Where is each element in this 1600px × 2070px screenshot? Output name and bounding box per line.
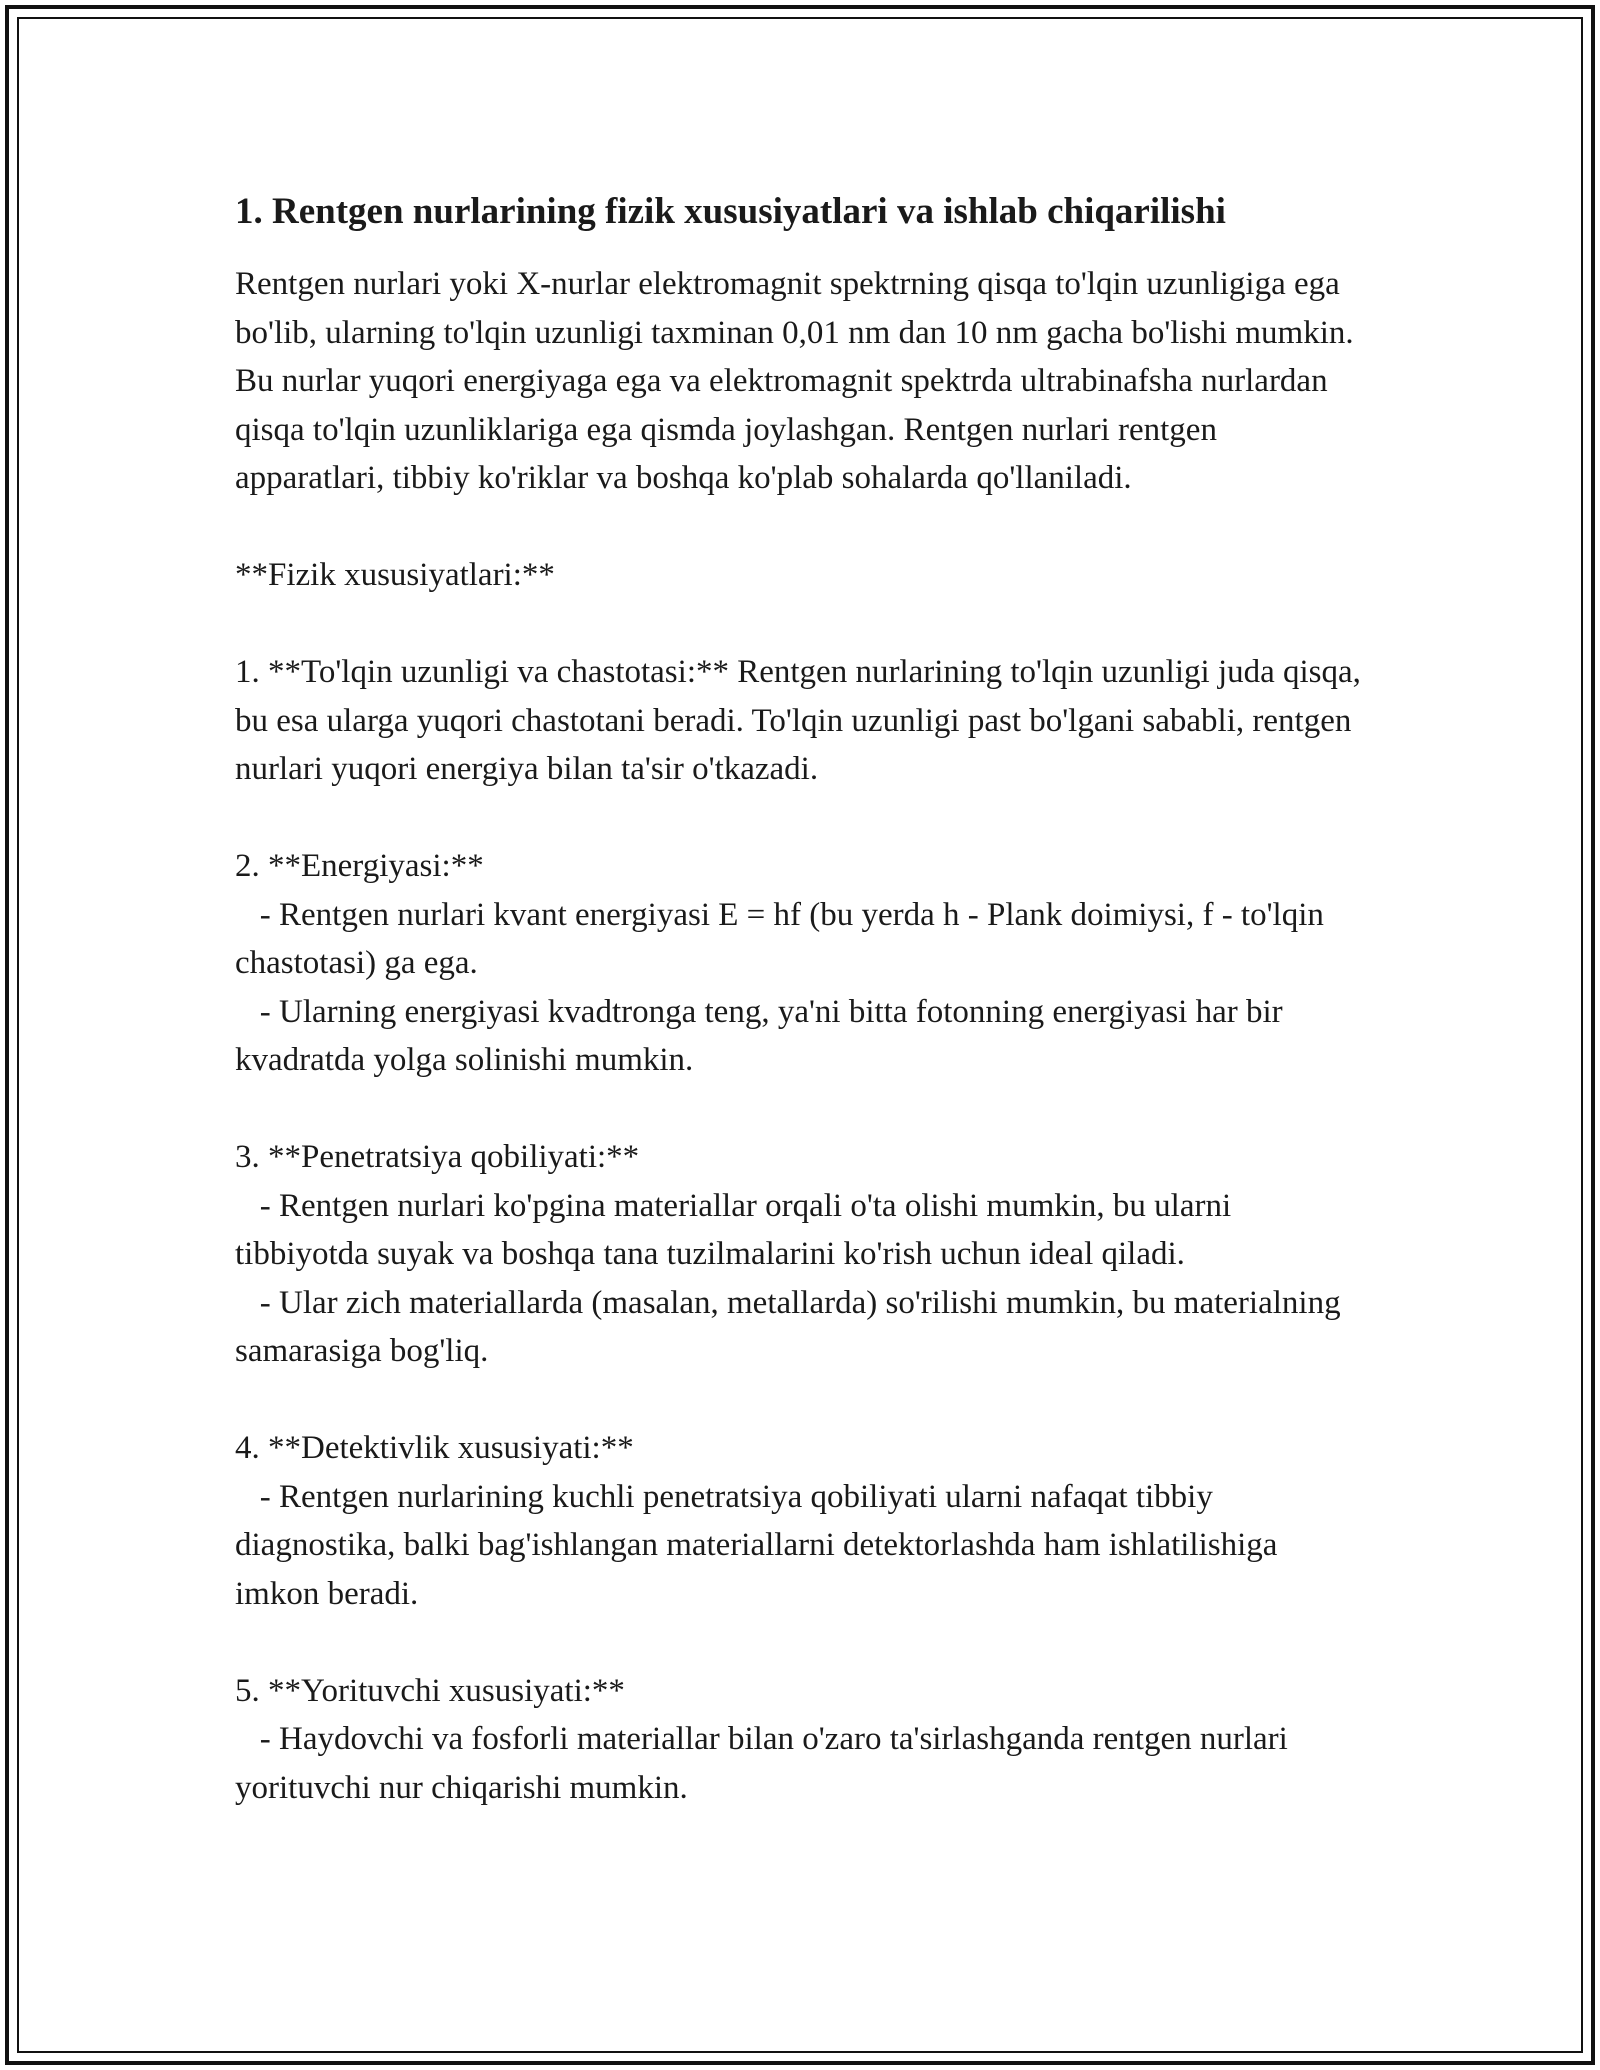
list-item-bullet: - Ular zich materiallarda (masalan, metallarda) so'rilishi mumkin, bu materialning samarasiga bog'liq. bbox=[235, 1284, 1349, 1369]
paragraph-spacer bbox=[235, 600, 1365, 649]
list-item-heading: 2. **Energiyasi:** bbox=[235, 848, 484, 884]
list-item-bullet: - Rentgen nurlari kvant energiyasi E = hf (bu yerda h - Plank doimiysi, f - to'lqin chastotasi) ga ega. bbox=[235, 896, 1333, 981]
list-item-bullet: - Rentgen nurlarining kuchli penetratsiya qobiliyati ularni nafaqat tibbiy diagnostika, balki bag'ishlangan materiallarni detektorlashda ham ishlatilishiga imkon beradi. bbox=[235, 1478, 1286, 1612]
document-body bbox=[235, 260, 1365, 1812]
document-title: 1. Rentgen nurlarining fizik xususiyatlari va ishlab chiqarilishi bbox=[235, 191, 1226, 232]
list-item-heading: 4. **Detektivlik xususiyati:** bbox=[235, 1430, 634, 1466]
section-heading: **Fizik xususiyatlari:** bbox=[235, 557, 555, 593]
document-page bbox=[235, 186, 1365, 1812]
list-item-bullet: - Ularning energiyasi kvadtronga teng, ya'ni bitta fotonning energiyasi har bir kvadratda yolga solinishi mumkin. bbox=[235, 993, 1291, 1078]
list-item-bullet: - Haydovchi va fosforli materiallar bilan o'zaro ta'sirlashganda rentgen nurlari yorituvchi nur chiqarishi mumkin. bbox=[235, 1721, 1297, 1806]
intro-paragraph: Rentgen nurlari yoki X-nurlar elektromagnit spektrning qisqa to'lqin uzunligiga ega bo'lib, ularning to'lqin uzunligi taxminan 0,01 nm dan 10 nm gacha bo'lishi mumkin. Bu nurlar yuqori energiyaga ega va elektromagnit spektrda ultrabinafsha nurlardan qisqa to'lqin uzunliklariga ega qismda joylashgan. Rentgen nurlari rentgen apparatlari, tibbiy ko'riklar va boshqa ko'plab sohalarda qo'llaniladi. bbox=[235, 266, 1354, 496]
list-item-bullet: - Rentgen nurlari ko'pgina materiallar orqali o'ta olishi mumkin, bu ularni tibbiyotda suyak va boshqa tana tuzilmalarini ko'rish uchun ideal qiladi. bbox=[235, 1187, 1240, 1272]
list-item-heading: 5. **Yorituvchi xususiyati:** bbox=[235, 1672, 625, 1709]
list-item-heading: 1. **To'lqin uzunligi va chastotasi:** Rentgen nurlarining to'lqin uzunligi juda qisqa, bu esa ularga yuqori chastotani beradi. To'lqin uzunligi past bo'lgani sababli, rentgen nurlari yuqori energiya bilan ta'sir o'tkazadi. bbox=[235, 654, 1361, 787]
list-item-heading: 3. **Penetratsiya qobiliyati:** bbox=[235, 1139, 640, 1175]
paragraph-spacer bbox=[235, 794, 1365, 843]
paragraph-spacer bbox=[235, 1618, 1365, 1667]
paragraph-spacer bbox=[235, 1085, 1365, 1134]
paragraph-spacer bbox=[235, 503, 1365, 552]
paragraph-spacer bbox=[235, 1376, 1365, 1425]
